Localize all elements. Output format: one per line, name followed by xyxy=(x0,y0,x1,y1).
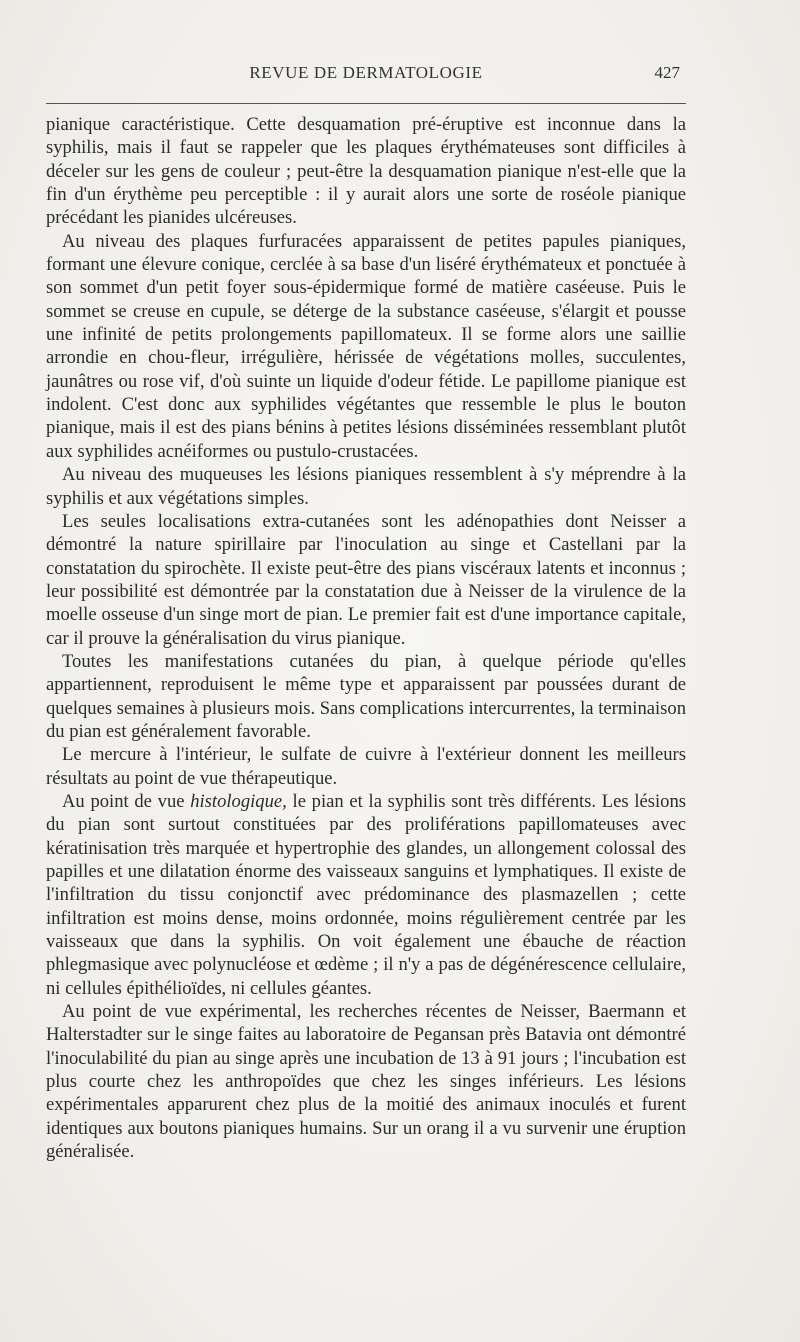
paragraph-3: Au niveau des muqueuses les lésions pianiques ressemblent à s'y méprendre à la syphilis et aux végétations simples. xyxy=(46,464,686,509)
paragraph-8: Au point de vue expérimental, les recherches récentes de Neisser, Baermann et Halterstadter sur le singe faites au laboratoire de Pegansan près Batavia ont démontré l'inoculabilité du pian au singe après une incubation de 13 à 91 jours ; l'incubation est plus courte chez les anthropoïdes que chez les singes inférieurs. Les lésions expérimentales apparurent chez plus de la moitié des animaux inoculés et furent identiques aux boutons pianiques humains. Sur un orang il a vu survenir une éruption généralisée. xyxy=(46,1001,686,1163)
italic-term-histologique: histologique, xyxy=(190,790,287,812)
paragraph-4: Les seules localisations extra-cutanées sont les adénopathies dont Neisser a démontré la nature spirillaire par l'inoculation au singe et Castellani par la constatation du spirochète. Il existe peut-être des pians viscéraux latents et inconnus ; leur possibilité est démontrée par la constatation due à Neisser de la virulence de la moelle osseuse d'un singe mort de pian. Le premier fait est d'une importance capitale, car il prouve la généralisation du virus pianique. xyxy=(46,510,686,649)
header-rule xyxy=(46,103,686,104)
paragraph-6: Le mercure à l'intérieur, le sulfate de cuivre à l'extérieur donnent les meilleurs résultats au point de vue thérapeutique. xyxy=(46,744,686,789)
journal-title: REVUE DE DERMATOLOGIE xyxy=(249,63,483,82)
paragraph-5: Toutes les manifestations cutanées du pian, à quelque période qu'elles appartiennent, reproduisent le même type et apparaissent par poussées durant de quelques semaines à plusieurs mois. Sans complications intercurrentes, la terminaison du pian est généralement favorable. xyxy=(46,650,686,742)
paragraph-7 xyxy=(46,790,686,1000)
article-body xyxy=(46,113,686,1163)
paragraph-2: Au niveau des plaques furfuracées apparaissent de petites papules pianiques, formant une élevure conique, cerclée à sa base d'un liséré érythémateux et ponctuée à son sommet d'un petit foyer sous-épidermique formé de matière caséeuse. Puis le sommet se creuse en cupule, se déterge de la substance caséeuse, s'élargit et pousse une infinité de petits prolongements papillomateux. Il se forme alors une saillie arrondie en chou-fleur, irrégulière, hérissée de végétations molles, succulentes, jaunâtres ou rose vif, d'où suinte un liquide d'odeur fétide. Le papillome pianique est indolent. C'est donc aux syphilides végétantes que ressemble le plus le bouton pianique, mais il est des pians bénins à petites lésions disséminées ressemblant plutôt aux syphilides acnéiformes ou pustulo-crustacées. xyxy=(46,230,686,462)
paragraph-1: pianique caractéristique. Cette desquamation pré-éruptive est inconnue dans la syphilis, mais il faut se rappeler que les plaques érythémateuses sont difficiles à déceler sur les gens de couleur ; peut-être la desquamation pianique n'est-elle que la fin d'un érythème peu perceptible : il y aurait alors une sorte de roséole pianique précédant les pianides ulcéreuses. xyxy=(46,114,686,229)
page-number: 427 xyxy=(654,63,680,82)
paragraph-7-start: Au point de vue xyxy=(62,790,191,812)
paragraph-7-rest: le pian et la syphilis sont très différents. Les lésions du pian sont surtout constituées par des proliférations papillomateuses avec kératinisation très marquée et hypertrophie des glandes, un allongement colossal des papilles et une dilatation énorme des vaisseaux sanguins et lymphatiques. Il existe de l'infiltration du tissu conjonctif avec prédominance des plasmazellen ; cette infiltration est moins dense, moins ordonnée, moins régulièrement centrée par les vaisseaux que dans la syphilis. On voit également une ébauche de réaction phlegmasique avec polynucléose et œdème ; il n'y a pas de dégénérescence cellulaire, ni cellules épithélioïdes, ni cellules géantes. xyxy=(46,790,687,999)
running-header xyxy=(46,63,686,89)
